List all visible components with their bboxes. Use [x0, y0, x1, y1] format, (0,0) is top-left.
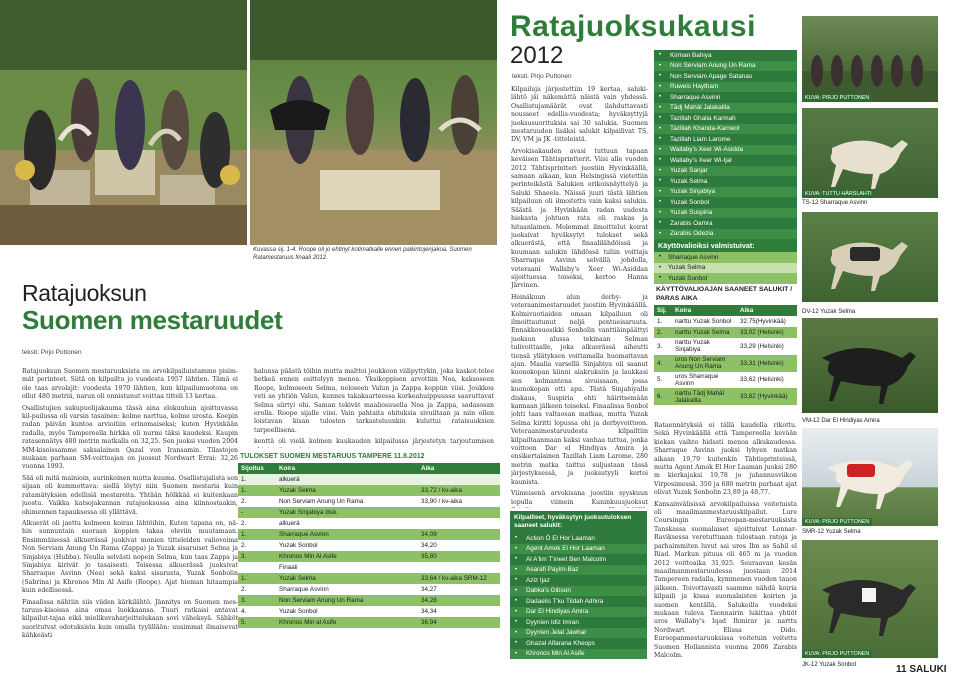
photo-credit: KUVA: PIRJO PUTTONEN — [802, 94, 872, 102]
list-item: • Yuzak Sanjar — [654, 166, 797, 177]
table-row — [654, 372, 797, 389]
rank-block — [654, 283, 797, 405]
table-row — [238, 562, 500, 573]
col-header: Aika — [737, 305, 797, 316]
names-list — [654, 50, 797, 239]
list-item: • Yuzak Suspiria — [654, 208, 797, 219]
list-item: • Dyynien Jelal Jawhar — [510, 628, 647, 639]
table-cell: 3. — [238, 551, 276, 562]
table-cell: alkuerä — [276, 518, 418, 529]
table-cell: 4. — [238, 606, 276, 617]
table-cell: narttu Yuzak Sonbol — [672, 316, 737, 327]
table-cell: Sharraque Asvinn — [276, 529, 418, 540]
table-cell: 2. — [654, 327, 672, 338]
table-cell: Khronos Min Al Asife — [276, 551, 418, 562]
table-row — [654, 316, 797, 327]
right-col1-paragraph: Kilpailuja järjestettiin 19 kertaa, saluki-lähtö jäi näkemättä näistä vain yhdessä. Osallistujamäärät ovat ilahduttavasti nousseet edellis-vuodesta; hyväksyttyjä juoksusuorituksia sai 30 salukia. Suomen mestaruuden lisäksi salukit kilpailivat TS, DV, VM ja JK -titteleistä. — [511, 86, 648, 144]
list-item: • Yuzak Sonbol — [654, 273, 797, 284]
list-item: • Al A'lim T'ineet Ben Malcolm — [510, 554, 647, 565]
list-item: • Wallaby's Xeer Wi-Asidda — [654, 145, 797, 156]
saluki-race-photo — [802, 108, 938, 198]
table-row — [238, 551, 500, 562]
group-photo — [802, 16, 938, 102]
col-header: Aika — [418, 463, 500, 474]
table-cell: Non Serviam Anung Un Rama — [276, 595, 418, 606]
table-cell: 33,72 / kv-aika — [418, 485, 500, 496]
table-cell: 34,28 — [418, 595, 500, 606]
left-col1-paragraph: Alkuerät oli jaettu kolmeen koiran lähtöihin. Kuten tapana on, nä-hin sunnuntain suoraan koppien takaa oleviin muutamaan. Ensimmäisessä alkuerässä juokivat monien titteleiden valiovoima Non Serviam Anung Un Rama (Zappa) ja Yuzak sisaruiset Selma ja Sinjabiya (Hubba). Neulla selvästi nopein Selma, kun taas Zappa ja Sinjabiya kirivät jo tasaisesti. Toisessa alkuerässä juoksivat Sharraque Asvinn (Nea) sekä kaksi sisarusta, Yuzak Sonbolin (Sabrina) ja Khronos Min Al Asife (Roope). Ajat hieman hitaampia kuin edellisessä. — [22, 519, 238, 595]
right-col3-paragraph: Kansainvälisissä arvokilpailuissa voitetuista oli maailmanmestaruuskilpailut. Lure Coursingin Euroopan-mestaruuksista Tanskassa suomalaiset sijoittuivat Lonnar-Raviksessa veretuttuaan tulostaan ratoja ja parhaimmiten luvut sai uros Ibn as Sabil el Riad. Markun pituus oli 465 m ja vuoden 2012 voittoaika 31,925. Seuraavan kesän maailmanmestaruudessa juostaan 2014 Tampereen radalla, kymmenen vuoden tauon jälkeen. Toivottavasti saamme nähdä koiria kilpaili ja kisaa suomalaisten koirien ja suomen kentällä. Salukeilla vuodeksi mukaan tuleva Taonnairin lukittaa yhtiöt uros Wallaby's Iqad Ihmirar ja narttu Nordwart Elissa Dido. Euroopanmestaruuksissa voitetuin voitettu Suomen Hollannista vuonna 2006 Zarabis Malcolm. — [654, 500, 797, 659]
table-cell: 2. — [238, 518, 276, 529]
table-cell: 34,27 — [418, 584, 500, 595]
table-row — [238, 474, 500, 485]
list-item: • Yuzak Selma — [654, 176, 797, 187]
photo-caption: Kuvassa sij. 1-4. Roope oli jo ehtinyt kotimatkalle ennen palkintojenjakoa. Suomen Ratamestaruus finaali 2012. — [253, 247, 472, 261]
table-row — [238, 606, 500, 617]
left-col2-paragraph: halunsa päästä töihin mutta malttoi joukkoon viilipyttykin, joka kaskot-telee hetkeä ennen esittelyyn menoa. Yksikoppisen arvottiin Noa, kaksoseen Roope, kolmoseen Selma, neloseen Valun ja Zappa koppiin viisi. Joukkoa veti ae yhtiön Valun, kunnes takakaarteessa korkeahuippuussa saavuttavat Selma siirtyi ohi. Saman tekivät maaliosuuella Noa ja Zappa, sadasosan erolla. Roope sijalle viisi. Vain pahtaita ohituksia sivuiltaan ja niin ollen loistavan kisan tulosten tarkasteluunkin kuluttui rataisuuksien tarpeellisena. — [254, 368, 494, 434]
table-cell — [418, 474, 500, 485]
table-cell: 3. — [654, 338, 672, 355]
table-cell: Sharraque Asvinn — [276, 584, 418, 595]
table-row — [238, 518, 500, 529]
table-cell: 33,31 (Helsinki) — [737, 355, 797, 372]
photo-credit: KUVA: PIRJO PUTTONEN — [802, 650, 872, 658]
left-col1-paragraph: Ratajuoksun Suomen mestaruuksista on arvokilpailuistamme pisim-mät perinteet. Siitä on kilpailtu jo vuodesta 1957 lähtien. Tämä ei ole taas arvolajit: vuodesta 1970 lähtien, kun kilpailumuotona on ollut 480 metriä, narun oli onnistunut voittaa titteli 13 kertaa. — [22, 368, 238, 401]
list-item: • Dyynien Idiz Imran — [510, 617, 647, 628]
list-item: • Agent Amok El Hor Laaman — [510, 544, 647, 555]
table-row — [238, 617, 500, 628]
results-table-header — [238, 463, 500, 474]
left-title-line1: Ratajuoksun — [22, 280, 147, 306]
right-column-1 — [511, 86, 648, 508]
list-item: • Ghazal Alfarana Kheops — [510, 638, 647, 649]
photo-caption-ts: TS-12 Sharraque Asvinn — [802, 200, 868, 206]
table-cell: 2. — [238, 496, 276, 507]
table-cell — [238, 562, 276, 573]
left-byline: teksti: Pirjo Puttonen — [22, 349, 82, 356]
table-cell: 34,20 — [418, 540, 500, 551]
list-item: • Aziz Ijaz — [510, 575, 647, 586]
photo-caption-smr: SMR-12 Yuzak Selma — [802, 529, 861, 535]
passed-list-title: Kilpailleet, hyväksytyn juoksutuloksen saaneet salukit: — [514, 514, 632, 529]
table-cell: 33,62 (Helsinki) — [737, 372, 797, 389]
table-cell: 2. — [238, 540, 276, 551]
results-table-block — [238, 452, 500, 628]
list-item: • Sharraque Asvinn — [654, 252, 797, 263]
right-col3-paragraph: Rataennätyksiä ei tällä kaudella rikottu. Sekä Hyvinkäällä että Tampereella kevään kiekan vaihto hidasti menoa alkukaudessa. Sharraque Asvinn juoksi lyhyen matkan aikaan 19,79 kuitenkin Tähtisprinteissä, mutta Agent Amok El Hor Laaman juoksi 280 m kierkajaksi 19,78 jo juhannusviikon Virposimessä. 350 ja 680 metrin parhaat ajat olivat Yuzak Sonbolin 23,89 ja 48,77. — [654, 422, 797, 497]
table-cell: 3. — [238, 595, 276, 606]
rank-table — [654, 305, 797, 405]
list-item: • Sharraque Asvinn — [654, 92, 797, 103]
col-header: Sij. — [654, 305, 672, 316]
list-item: • Asarafi Payim-Baz — [510, 565, 647, 576]
table-cell — [418, 518, 500, 529]
table-cell: 1. — [238, 474, 276, 485]
table-row — [238, 507, 500, 518]
right-col1-paragraph: Viimeisenä arvokisana juostiin syyskuun lopulla viimein Kuninkuusjuoksut — [511, 490, 648, 506]
table-row — [238, 595, 500, 606]
magazine-name: SALUKI — [909, 664, 947, 675]
table-cell: 33,82 (Hyvinkää) — [737, 388, 797, 405]
list-item: • Tazillah Liam Larome — [654, 134, 797, 145]
table-cell: 5. — [654, 372, 672, 389]
list-item: • Wallaby's Xeer Wi-Ijal — [654, 155, 797, 166]
table-row — [654, 355, 797, 372]
left-column-2 — [254, 368, 494, 448]
page-number: 11 — [896, 664, 907, 675]
right-year: 2012 — [510, 42, 564, 69]
photo-credit: KUVA: TUTTU HÄRSLAHTI — [802, 190, 875, 198]
names-list-box — [654, 50, 797, 284]
col-header: Koira — [276, 463, 418, 474]
list-item: • Yuzak Sinjabiya — [654, 187, 797, 198]
col-header: Koira — [672, 305, 737, 316]
table-row — [654, 338, 797, 355]
list-item: • Zarabis Odezia — [654, 229, 797, 240]
table-cell: 1. — [238, 485, 276, 496]
list-item: • Tazillah Ghalia Karmah — [654, 113, 797, 124]
saluki-jk-photo — [802, 540, 938, 658]
rank-title: KÄYTTÖVALIOAJAN SAANEET SALUKIT / PARAS AIKA — [656, 286, 793, 302]
table-row — [654, 327, 797, 338]
list-item: • Action Ö El Hor Laaman — [510, 533, 647, 544]
table-cell: Finaali — [276, 562, 418, 573]
table-cell: narttu Tādj Mahāl Jalakalila — [672, 388, 737, 405]
table-cell: Khronos Min al Asife — [276, 617, 418, 628]
table-cell: uros Non Serviam Anung Un Rama — [672, 355, 737, 372]
left-col1-paragraph: Sää oli mitä mainioin, aurinkoinen mutta kuuma. Osallistujalista sen sijaan oli kummottava: siellä löytyi niin Suomen mestaria kuin ratamätyksien edellisiä mestareita. Yhtään hölkkää ei kuitenkaan juostu. Vaikka katsojakunnan ratajuoksussa aina kiinnostaakin, ohimennen tapauksessa oli yllättävä. — [22, 474, 238, 516]
table-cell: Yuzak Sonbol — [276, 606, 418, 617]
table-cell: narttu Yuzak Sinjabiya — [672, 338, 737, 355]
table-cell: 1. — [238, 573, 276, 584]
passed-list-box — [510, 511, 647, 659]
table-row — [238, 496, 500, 507]
list-item: • Khronos Min Al Asife — [510, 649, 647, 660]
table-cell: 34,09 — [418, 529, 500, 540]
saluki-smr-photo — [802, 428, 938, 526]
saluki-line-photo — [250, 0, 497, 245]
list-item: • Dadaelis T'ku Tildah Adhira — [510, 596, 647, 607]
table-cell: 5. — [238, 617, 276, 628]
list-item: • Non Serviam Apage Satanas — [654, 71, 797, 82]
left-title-line2: Suomen mestaruudet — [22, 305, 283, 335]
table-cell: 2. — [238, 584, 276, 595]
table-cell: 4. — [654, 355, 672, 372]
table-cell — [418, 507, 500, 518]
table-cell: 32,75(Hyvinkää) — [737, 316, 797, 327]
list-item: • Dar El Hindiyas Amira — [510, 607, 647, 618]
rank-table-header — [654, 305, 797, 316]
table-row — [238, 573, 500, 584]
table-row — [238, 529, 500, 540]
table-cell: alkuerä — [276, 474, 418, 485]
page-number-footer — [896, 664, 947, 675]
left-col2-paragraph: kenttä oli vielä kolmen kuukauden kilpailussa järjestetyn tarjoutumisen — [254, 438, 494, 446]
list-item: • Tazillah Khanda-Karneol — [654, 124, 797, 135]
table-cell: 36,94 — [418, 617, 500, 628]
results-table-title: TULOKSET SUOMEN MESTARUUS TAMPERE 11.8.2012 — [240, 453, 425, 460]
left-col1-paragraph: Finaalissa nähtiin siis viiden kärkilähtö. Jännitys on Suomen mes-taruus-kisoissa aina omaa luokkaansa. Tuuri ratkaisi antavat kilpailut-tajaa eikä mielikuvaharjoittelukaan sovi väheksyä. Sähköt suoritutvat odotuksista kuin omalla tyylillään: uusimmat ilmaisevat kähkeästi — [22, 598, 238, 640]
table-row — [238, 540, 500, 551]
podium-photo — [0, 0, 247, 245]
table-cell: 33,02 (Helsinki) — [737, 327, 797, 338]
left-col1-paragraph: Osallistujien sukupuolijakauma tässä aina elokuuhun ajoittuvassa kil-pailussa oli varsin tasainen: kolme narttua, kolme urosta. Koepin radan päivän kuntoa arvioitiin erinomaiseksi; kuten Hyvinkään radalla, myös Tampereella hirkka oli nurmi täksi kaudeksi. Kaupin ratasennätys 480 metrin matkalla on 32,25. Sen juoksi vuoden 2004 MM-kisoissamme saksalainen Qazal von Iransamin. Tilastojen mukaan parhaan SM-voittoajan on juossut Nordwart Errai: 32,26 vuonna 1993. — [22, 404, 238, 471]
table-cell: 6. — [654, 388, 672, 405]
table-cell: narttu Yuzak Selma — [672, 327, 737, 338]
col-header: Sijoitus — [238, 463, 276, 474]
table-cell: 33,29 (Helsinki) — [737, 338, 797, 355]
table-cell: 33,64 / kv-aika SRM-12 — [418, 573, 500, 584]
list-item: • Zarabis Oamra — [654, 218, 797, 229]
right-byline: teksti: Pirjo Puttonen — [512, 73, 572, 80]
table-cell: uros Sharraque Asvinn — [672, 372, 737, 389]
valio-title: Käyttövalioiksi valmistuivat: — [654, 239, 797, 252]
list-item: • Ruweis Haytham — [654, 82, 797, 93]
table-cell: 34,34 — [418, 606, 500, 617]
table-cell: Yuzak Selma — [276, 573, 418, 584]
table-cell: 1. — [654, 316, 672, 327]
results-table — [238, 463, 500, 628]
table-cell: Yuzak Sinjabiya disk. — [276, 507, 418, 518]
table-cell: - — [238, 507, 276, 518]
list-item: • Yuzak Sonbol — [654, 197, 797, 208]
table-row — [238, 485, 500, 496]
left-column-1 — [22, 368, 238, 673]
list-item: • Non Serviam Anung Un Rama — [654, 61, 797, 72]
list-item: • Kirman Bahiya — [654, 50, 797, 61]
saluki-dv-photo — [802, 212, 938, 302]
photo-credit: KUVA: PIRJO PUTTONEN — [802, 518, 872, 526]
right-column-3 — [654, 422, 797, 674]
right-title: Ratajuoksukausi — [510, 10, 756, 43]
table-row — [654, 388, 797, 405]
table-cell — [418, 562, 500, 573]
saluki-vm-photo — [802, 318, 938, 413]
list-item: • Tādj Mahāl Jalakalila — [654, 103, 797, 114]
table-cell: 1. — [238, 529, 276, 540]
list-item: • Dabka's Gibson — [510, 586, 647, 597]
table-row — [238, 584, 500, 595]
table-cell: 33,90 / kv-aika — [418, 496, 500, 507]
photo-caption-jk: JK-12 Yuzak Sonbol — [802, 662, 856, 668]
photo-caption-vm: VM-12 Dar El Hindiyas Amira — [802, 418, 880, 424]
photo-caption-dv: DV-12 Yuzak Selma — [802, 309, 856, 315]
right-col1-paragraph: Heinäkuun alun derby- ja veteraanimestaruudet juostiin Hyvinkäällä. Kolmivuotiaiden omaan kilpailuun oli ilmoittautunut neljä pentueisaruuta. Ennakkosuosikki Sonbolin vanttiäinpäättyi juoksun alussa tekinaan Selman tulivoittaalle, joka alkuerässä aiheutti tiensä yllätyksen voittamalla huomattavan ajan. Maalia varsellä Sinjabiya oli saanut kuonokopan kiinni alakruksiin ja laukkasi sen kolmantena sivuissaan, jossa kuonokopan otti apu. Tästä Sinjabiyalle diskaus, Suspiria ehti häiritsemään kannaan jälkeen toiseksi. Finaalissa Sonbol johti taas valtaosan matkaa, mutta Yuzak Selma kiritti lopussa ohi ja derbyvoittoon. Veteraanimestaruudesta kilpailtiin kilpailtaanmaan kaksi vanhaa tuttua, jonka voittoon Dar el Hindiyas Amira ja ensikertalainen Tazillah Liam Larome. 280 metrin matka taittui suljustaan tässä järjestyksessä, ja juoksutyyli kertoi kaunista. — [511, 293, 648, 486]
list-item: • Yuzak Selma — [654, 263, 797, 274]
right-col1-paragraph: Arvokisakauden avasi tuttuun tapaan keväisen Tähtisprintterit. Viisi alle vuoden 2012 Tähtisprintteri juostiin Hyvinkäällä, samaan aikaan, kun Helsingissä vietettiin perinteikästä Salukien erikoisnäyttelyä ja Saluki Shaeela. Näissä juuri tästä lähtien kilpailuun oli ilmoitettu vain kaksi salukia. Säästä ja Hyvinkään radan uudesta hiekasta johtuen rata oli raskas ja hitaanlainen. Molemmat ilmoittelut koirat juoksivat hyväksytyt tulokset sekä alkuerästä, että finaalilähdöissä ja kuumaan salukin lähdössä tuliin voittaja Sharraque Asvinn selvällä johdolla, veteraani Wallaby's Xeer Wi-Asiddan sijoittuessa toiseksi, kertoo Hanna Järvinen. — [511, 147, 648, 290]
table-cell: Non Serviam Anung Un Rama — [276, 496, 418, 507]
valio-list — [654, 252, 797, 284]
table-cell: Yuzak Sonbol — [276, 540, 418, 551]
table-cell: 35,80 — [418, 551, 500, 562]
passed-list — [510, 533, 647, 659]
table-cell: Yuzak Selma — [276, 485, 418, 496]
